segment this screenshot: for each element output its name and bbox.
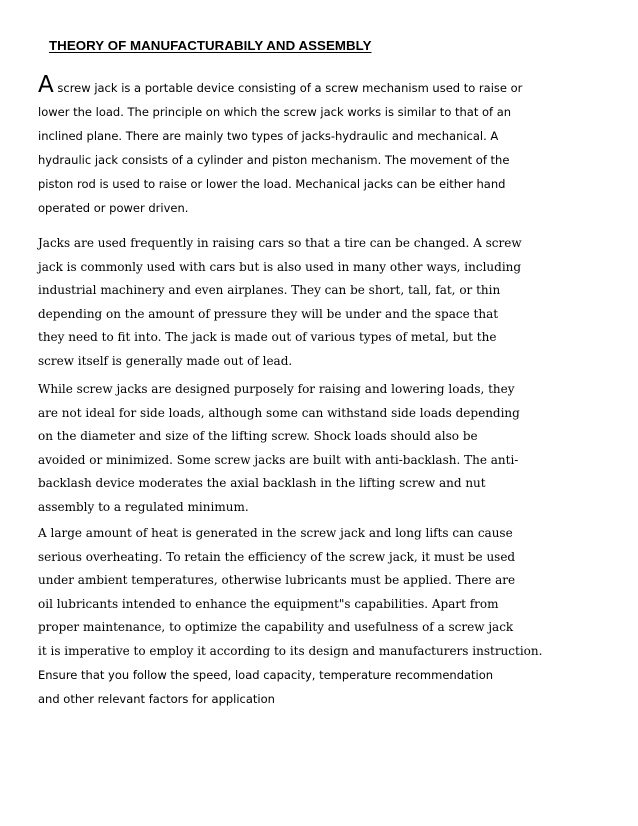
paragraph-1-line-1-text: screw jack is a portable device consisting of a screw mechanism used to raise or (53, 81, 523, 95)
paragraph-2-line-6: screw itself is generally made out of lead. (38, 353, 293, 368)
paragraph-4-line-3: under ambient temperatures, otherwise lubricants must be applied. There are (38, 573, 516, 588)
paragraph-1-line-6: operated or power driven. (38, 201, 189, 215)
paragraph-1-line-4: hydraulic jack consists of a cylinder and piston mechanism. The movement of the (38, 153, 510, 167)
paragraph-2-line-2: jack is commonly used with cars but is also used in many other ways, including (38, 259, 522, 274)
paragraph-5-line-2: and other relevant factors for application (38, 692, 275, 706)
paragraph-3-line-3: on the diameter and size of the lifting screw. Shock loads should also be (38, 429, 478, 444)
paragraph-2 (38, 232, 603, 374)
paragraph-3-line-2: are not ideal for side loads, although some can withstand side loads depending (38, 405, 520, 420)
paragraph-1-line-5: piston rod is used to raise or lower the load. Mechanical jacks can be either hand (38, 177, 506, 191)
drop-cap: A (38, 72, 54, 98)
paragraph-1-line-2: lower the load. The principle on which the screw jack works is similar to that of an (38, 105, 512, 119)
paragraph-1 (38, 72, 603, 220)
document-title: THEORY OF MANUFACTURABILY AND ASSEMBLY (49, 38, 372, 53)
paragraph-2-line-1: Jacks are used frequently in raising cars so that a tire can be changed. A screw (38, 236, 522, 250)
paragraph-4-line-2: serious overheating. To retain the efficiency of the screw jack, it must be used (38, 549, 516, 564)
paragraph-4 (38, 522, 603, 664)
paragraph-1-line-3: inclined plane. There are mainly two types of jacks-hydraulic and mechanical. A (38, 129, 499, 143)
paragraph-3-line-1: While screw jacks are designed purposely for raising and lowering loads, they (38, 382, 515, 396)
paragraph-3-line-5: backlash device moderates the axial backlash in the lifting screw and nut (38, 476, 486, 491)
paragraph-3-line-6: assembly to a regulated minimum. (38, 499, 249, 514)
paragraph-3 (38, 378, 603, 520)
paragraph-1-line-1 (38, 72, 603, 100)
paragraph-4-line-5: proper maintenance, to optimize the capability and usefulness of a screw jack (38, 620, 514, 635)
paragraph-4-line-4: oil lubricants intended to enhance the equipment"s capabilities. Apart from (38, 596, 499, 611)
paragraph-4-line-6: it is imperative to employ it according to its design and manufacturers instruction. (38, 643, 543, 658)
paragraph-2-line-3: industrial machinery and even airplanes. They can be short, tall, fat, or thin (38, 283, 501, 298)
paragraph-4-line-1: A large amount of heat is generated in the screw jack and long lifts can cause (38, 526, 513, 540)
paragraph-3-line-4: avoided or minimized. Some screw jacks are built with anti-backlash. The anti- (38, 452, 519, 467)
paragraph-2-line-4: depending on the amount of pressure they will be under and the space that (38, 306, 499, 321)
paragraph-5 (38, 663, 603, 711)
paragraph-5-line-1: Ensure that you follow the speed, load capacity, temperature recommendation (38, 668, 494, 682)
paragraph-2-line-5: they need to fit into. The jack is made out of various types of metal, but the (38, 330, 497, 345)
